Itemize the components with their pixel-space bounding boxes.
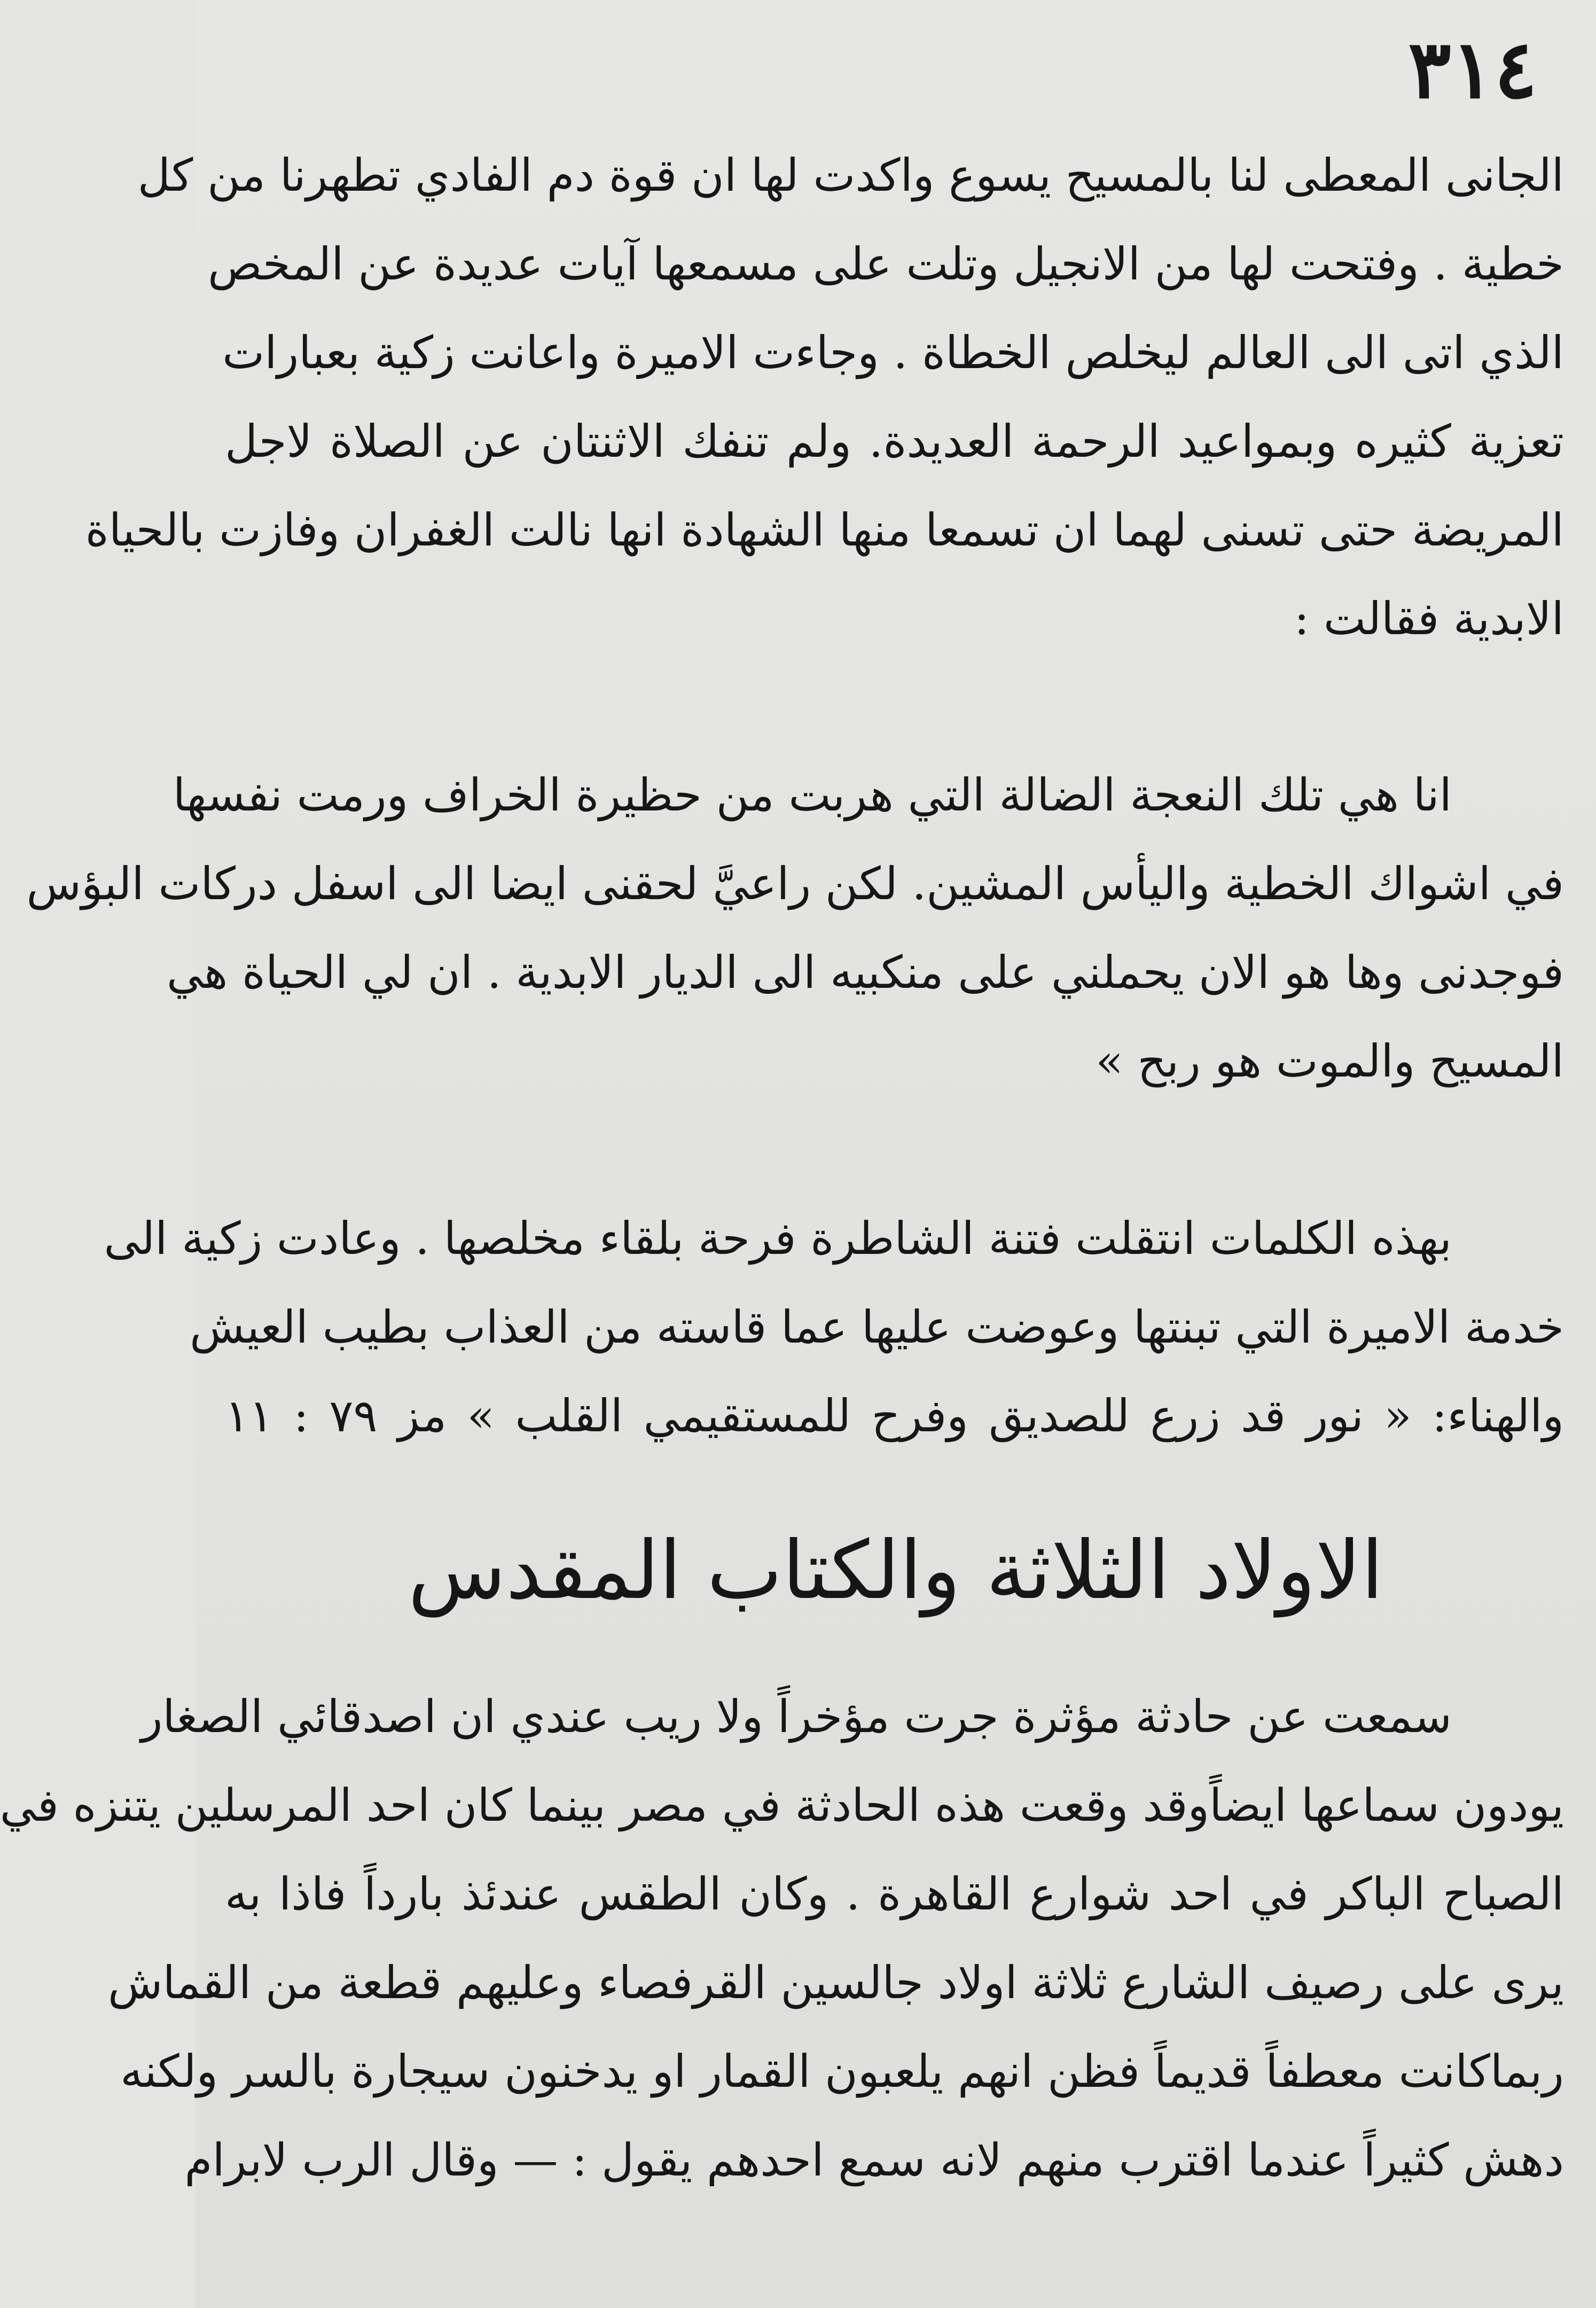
text-line: المسيح والموت هو ربح » (1096, 1035, 1564, 1087)
text-line: المريضة حتى تسنى لهما ان تسمعا منها الشهادة انها نالت الغفران وفازت بالحياة (85, 504, 1564, 556)
text-line: تعزية كثيره وبمواعيد الرحمة العديدة. ولم تنفك الاثنتان عن الصلاة لاجل (225, 415, 1564, 467)
text-line: الجانى المعطى لنا بالمسيح يسوع واكدت لها ان قوة دم الفادي تطهرنا من كل (137, 149, 1564, 201)
paragraph-3 (104, 1194, 1564, 1460)
text-line: خطية . وفتحت لها من الانجيل وتلت على مسمعها آيات عديدة عن المخص (207, 238, 1564, 290)
story-paragraph (0, 1672, 1564, 2204)
text-line: دهش كثيراً عندما اقترب منهم لانه سمع احدهم يقول : — وقال الرب لابرام (184, 2134, 1564, 2186)
text-line: ربماكانت معطفاً قديماً فظن انهم يلعبون القمار او يدخنون سيجارة بالسر ولكنه (120, 2045, 1564, 2098)
section-heading: الاولاد الثلاثة والكتاب المقدس (408, 1524, 1383, 1617)
text-line: انا هي تلك النعجة الضالة التي هربت من حظيرة الخراف ورمت نفسها (173, 769, 1452, 821)
text-line: سمعت عن حادثة مؤثرة جرت مؤخراً ولا ريب عندي ان اصدقائي الصغار (140, 1690, 1452, 1743)
text-line: الذي اتى الى العالم ليخلص الخطاة . وجاءت الاميرة واعانت زكية بعبارات (222, 326, 1564, 379)
page-number: ٣١٤ (1408, 22, 1537, 116)
text-line: فوجدنى وها هو الان يحملني على منكبيه الى الديار الابدية . ان لي الحياة هي (167, 946, 1564, 999)
text-line: يودون سماعها ايضاًوقد وقعت هذه الحادثة في مصر بينما كان احد المرسلين يتنزه في (0, 1779, 1564, 1831)
text-line: خدمة الاميرة التي تبنتها وعوضت عليها عما قاسته من العذاب بطيب العيش (190, 1301, 1564, 1353)
text-line: يرى على رصيف الشارع ثلاثة اولاد جالسين القرفصاء وعليهم قطعة من القماش (108, 1956, 1564, 2009)
paragraph-2 (26, 751, 1564, 1105)
text-line: بهذه الكلمات انتقلت فتنة الشاطرة فرحة بلقاء مخلصها . وعادت زكية الى (104, 1212, 1452, 1265)
paragraph-1 (85, 131, 1564, 663)
text-line: والهناء: « نور قد زرع للصديق وفرح للمستقيمي القلب » مز ٧٩ : ١١ (225, 1390, 1564, 1442)
text-line: الصباح الباكر في احد شوارع القاهرة . وكان الطقس عندئذ بارداً فاذا به (225, 1868, 1564, 1920)
text-line: في اشواك الخطية واليأس المشين. لكن راعيَّ لحقنى ايضا الى اسفل دركات البؤس (26, 857, 1564, 910)
text-line: الابدية فقالت : (1294, 592, 1564, 645)
